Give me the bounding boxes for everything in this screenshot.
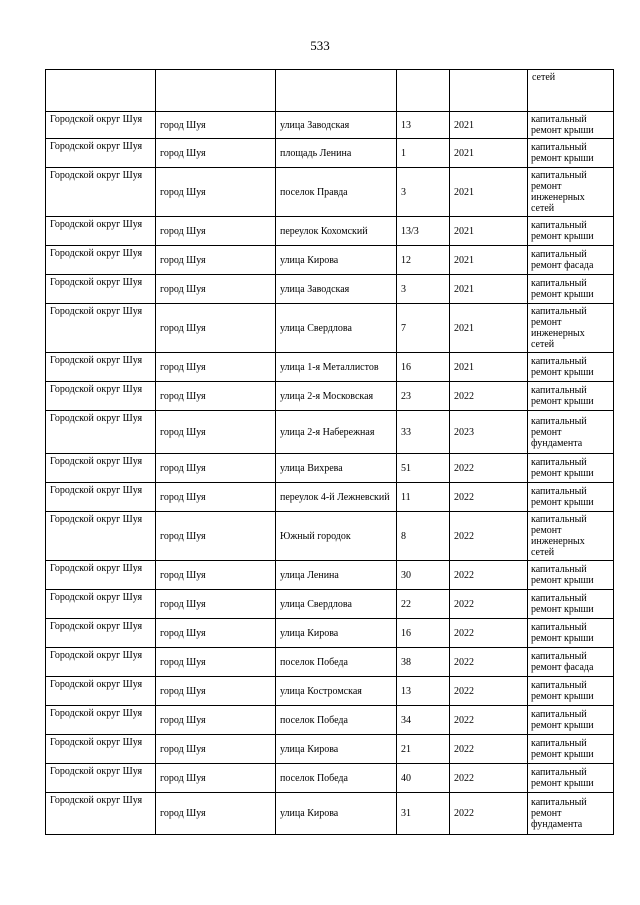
- year-cell: 2022: [450, 512, 528, 561]
- house-cell: 8: [397, 512, 450, 561]
- street-cell: улица 2-я Набережная: [276, 411, 397, 454]
- work-cell: капитальный ремонт крыши: [528, 353, 614, 382]
- district-cell: [46, 70, 156, 112]
- house-cell: 40: [397, 764, 450, 793]
- settlement-cell: город Шуя: [156, 793, 276, 835]
- work-cell: капитальный ремонт крыши: [528, 561, 614, 590]
- year-cell: 2022: [450, 619, 528, 648]
- street-cell: улица Кирова: [276, 246, 397, 275]
- table-row: [46, 112, 614, 139]
- settlement-cell: город Шуя: [156, 112, 276, 139]
- work-cell: капитальный ремонт крыши: [528, 217, 614, 246]
- settlement-cell: город Шуя: [156, 735, 276, 764]
- work-cell: капитальный ремонт крыши: [528, 764, 614, 793]
- house-cell: 16: [397, 353, 450, 382]
- settlement-cell: город Шуя: [156, 246, 276, 275]
- street-cell: улица Свердлова: [276, 304, 397, 353]
- table-row: [46, 793, 614, 835]
- year-cell: 2021: [450, 139, 528, 168]
- street-cell: улица Костромская: [276, 677, 397, 706]
- district-cell: Городской округ Шуя: [46, 483, 156, 512]
- street-cell: улица Вихрева: [276, 454, 397, 483]
- work-cell: капитальный ремонт фундамента: [528, 793, 614, 835]
- settlement-cell: [156, 70, 276, 112]
- house-cell: 51: [397, 454, 450, 483]
- settlement-cell: город Шуя: [156, 139, 276, 168]
- district-cell: Городской округ Шуя: [46, 706, 156, 735]
- district-cell: Городской округ Шуя: [46, 454, 156, 483]
- work-cell: сетей: [528, 70, 614, 112]
- work-cell: капитальный ремонт крыши: [528, 139, 614, 168]
- district-cell: Городской округ Шуя: [46, 139, 156, 168]
- table-row: [46, 411, 614, 454]
- work-cell: капитальный ремонт крыши: [528, 590, 614, 619]
- year-cell: 2021: [450, 246, 528, 275]
- table-row: [46, 275, 614, 304]
- table-row: [46, 139, 614, 168]
- table-row: [46, 454, 614, 483]
- street-cell: улица Ленина: [276, 561, 397, 590]
- street-cell: Южный городок: [276, 512, 397, 561]
- year-cell: 2022: [450, 764, 528, 793]
- district-cell: Городской округ Шуя: [46, 304, 156, 353]
- table-row: [46, 483, 614, 512]
- page-number: 533: [310, 38, 330, 53]
- street-cell: поселок Правда: [276, 168, 397, 217]
- house-cell: 21: [397, 735, 450, 764]
- year-cell: 2022: [450, 454, 528, 483]
- settlement-cell: город Шуя: [156, 677, 276, 706]
- year-cell: [450, 70, 528, 112]
- district-cell: Городской округ Шуя: [46, 512, 156, 561]
- house-cell: 31: [397, 793, 450, 835]
- street-cell: улица 2-я Московская: [276, 382, 397, 411]
- district-cell: Городской округ Шуя: [46, 217, 156, 246]
- house-cell: [397, 70, 450, 112]
- street-cell: улица Кирова: [276, 619, 397, 648]
- work-cell: капитальный ремонт крыши: [528, 677, 614, 706]
- year-cell: 2022: [450, 648, 528, 677]
- work-cell: капитальный ремонт фундамента: [528, 411, 614, 454]
- street-cell: улица Заводская: [276, 112, 397, 139]
- table-row: [46, 246, 614, 275]
- street-cell: переулок Кохомский: [276, 217, 397, 246]
- housing-repair-table: [45, 69, 614, 835]
- year-cell: 2022: [450, 735, 528, 764]
- house-cell: 3: [397, 275, 450, 304]
- house-cell: 1: [397, 139, 450, 168]
- work-cell: капитальный ремонт крыши: [528, 483, 614, 512]
- district-cell: Городской округ Шуя: [46, 112, 156, 139]
- year-cell: 2022: [450, 483, 528, 512]
- house-cell: 22: [397, 590, 450, 619]
- district-cell: Городской округ Шуя: [46, 168, 156, 217]
- year-cell: 2021: [450, 353, 528, 382]
- table-row: [46, 764, 614, 793]
- house-cell: 13/3: [397, 217, 450, 246]
- district-cell: Городской округ Шуя: [46, 648, 156, 677]
- settlement-cell: город Шуя: [156, 411, 276, 454]
- house-cell: 13: [397, 677, 450, 706]
- table-row: [46, 735, 614, 764]
- work-cell: капитальный ремонт крыши: [528, 454, 614, 483]
- table-row: [46, 304, 614, 353]
- work-cell: капитальный ремонт крыши: [528, 735, 614, 764]
- table-row: [46, 382, 614, 411]
- street-cell: поселок Победа: [276, 764, 397, 793]
- district-cell: Городской округ Шуя: [46, 793, 156, 835]
- year-cell: 2021: [450, 112, 528, 139]
- house-cell: 13: [397, 112, 450, 139]
- work-cell: капитальный ремонт инженерных сетей: [528, 304, 614, 353]
- settlement-cell: город Шуя: [156, 382, 276, 411]
- street-cell: переулок 4-й Лежневский: [276, 483, 397, 512]
- street-cell: улица Заводская: [276, 275, 397, 304]
- year-cell: 2021: [450, 304, 528, 353]
- continuation-row: [46, 70, 614, 112]
- street-cell: [276, 70, 397, 112]
- work-cell: капитальный ремонт крыши: [528, 275, 614, 304]
- year-cell: 2022: [450, 561, 528, 590]
- table-row: [46, 512, 614, 561]
- settlement-cell: город Шуя: [156, 454, 276, 483]
- street-cell: поселок Победа: [276, 648, 397, 677]
- house-cell: 11: [397, 483, 450, 512]
- table-row: [46, 677, 614, 706]
- settlement-cell: город Шуя: [156, 512, 276, 561]
- settlement-cell: город Шуя: [156, 168, 276, 217]
- house-cell: 12: [397, 246, 450, 275]
- house-cell: 23: [397, 382, 450, 411]
- house-cell: 7: [397, 304, 450, 353]
- street-cell: поселок Победа: [276, 706, 397, 735]
- district-cell: Городской округ Шуя: [46, 561, 156, 590]
- street-cell: улица Кирова: [276, 735, 397, 764]
- settlement-cell: город Шуя: [156, 619, 276, 648]
- district-cell: Городской округ Шуя: [46, 275, 156, 304]
- table-row: [46, 168, 614, 217]
- year-cell: 2022: [450, 706, 528, 735]
- settlement-cell: город Шуя: [156, 561, 276, 590]
- year-cell: 2022: [450, 793, 528, 835]
- settlement-cell: город Шуя: [156, 275, 276, 304]
- year-cell: 2021: [450, 168, 528, 217]
- street-cell: улица 1-я Металлистов: [276, 353, 397, 382]
- work-cell: капитальный ремонт крыши: [528, 706, 614, 735]
- house-cell: 38: [397, 648, 450, 677]
- house-cell: 30: [397, 561, 450, 590]
- house-cell: 16: [397, 619, 450, 648]
- street-cell: площадь Ленина: [276, 139, 397, 168]
- table-row: [46, 353, 614, 382]
- settlement-cell: город Шуя: [156, 304, 276, 353]
- district-cell: Городской округ Шуя: [46, 677, 156, 706]
- year-cell: 2022: [450, 590, 528, 619]
- settlement-cell: город Шуя: [156, 353, 276, 382]
- settlement-cell: город Шуя: [156, 706, 276, 735]
- table-row: [46, 648, 614, 677]
- work-cell: капитальный ремонт инженерных сетей: [528, 512, 614, 561]
- settlement-cell: город Шуя: [156, 648, 276, 677]
- district-cell: Городской округ Шуя: [46, 411, 156, 454]
- house-cell: 33: [397, 411, 450, 454]
- district-cell: Городской округ Шуя: [46, 619, 156, 648]
- table-body: [46, 70, 614, 835]
- year-cell: 2021: [450, 217, 528, 246]
- house-cell: 34: [397, 706, 450, 735]
- year-cell: 2022: [450, 382, 528, 411]
- table-row: [46, 619, 614, 648]
- street-cell: улица Свердлова: [276, 590, 397, 619]
- table-row: [46, 590, 614, 619]
- district-cell: Городской округ Шуя: [46, 382, 156, 411]
- year-cell: 2022: [450, 677, 528, 706]
- work-cell: капитальный ремонт фасада: [528, 648, 614, 677]
- table-row: [46, 561, 614, 590]
- district-cell: Городской округ Шуя: [46, 246, 156, 275]
- district-cell: Городской округ Шуя: [46, 353, 156, 382]
- work-cell: капитальный ремонт инженерных сетей: [528, 168, 614, 217]
- work-cell: капитальный ремонт крыши: [528, 619, 614, 648]
- settlement-cell: город Шуя: [156, 483, 276, 512]
- street-cell: улица Кирова: [276, 793, 397, 835]
- house-cell: 3: [397, 168, 450, 217]
- year-cell: 2021: [450, 275, 528, 304]
- work-cell: капитальный ремонт крыши: [528, 112, 614, 139]
- table-row: [46, 706, 614, 735]
- settlement-cell: город Шуя: [156, 764, 276, 793]
- work-cell: капитальный ремонт крыши: [528, 382, 614, 411]
- settlement-cell: город Шуя: [156, 217, 276, 246]
- table-row: [46, 217, 614, 246]
- work-cell: капитальный ремонт фасада: [528, 246, 614, 275]
- district-cell: Городской округ Шуя: [46, 764, 156, 793]
- district-cell: Городской округ Шуя: [46, 590, 156, 619]
- settlement-cell: город Шуя: [156, 590, 276, 619]
- year-cell: 2023: [450, 411, 528, 454]
- district-cell: Городской округ Шуя: [46, 735, 156, 764]
